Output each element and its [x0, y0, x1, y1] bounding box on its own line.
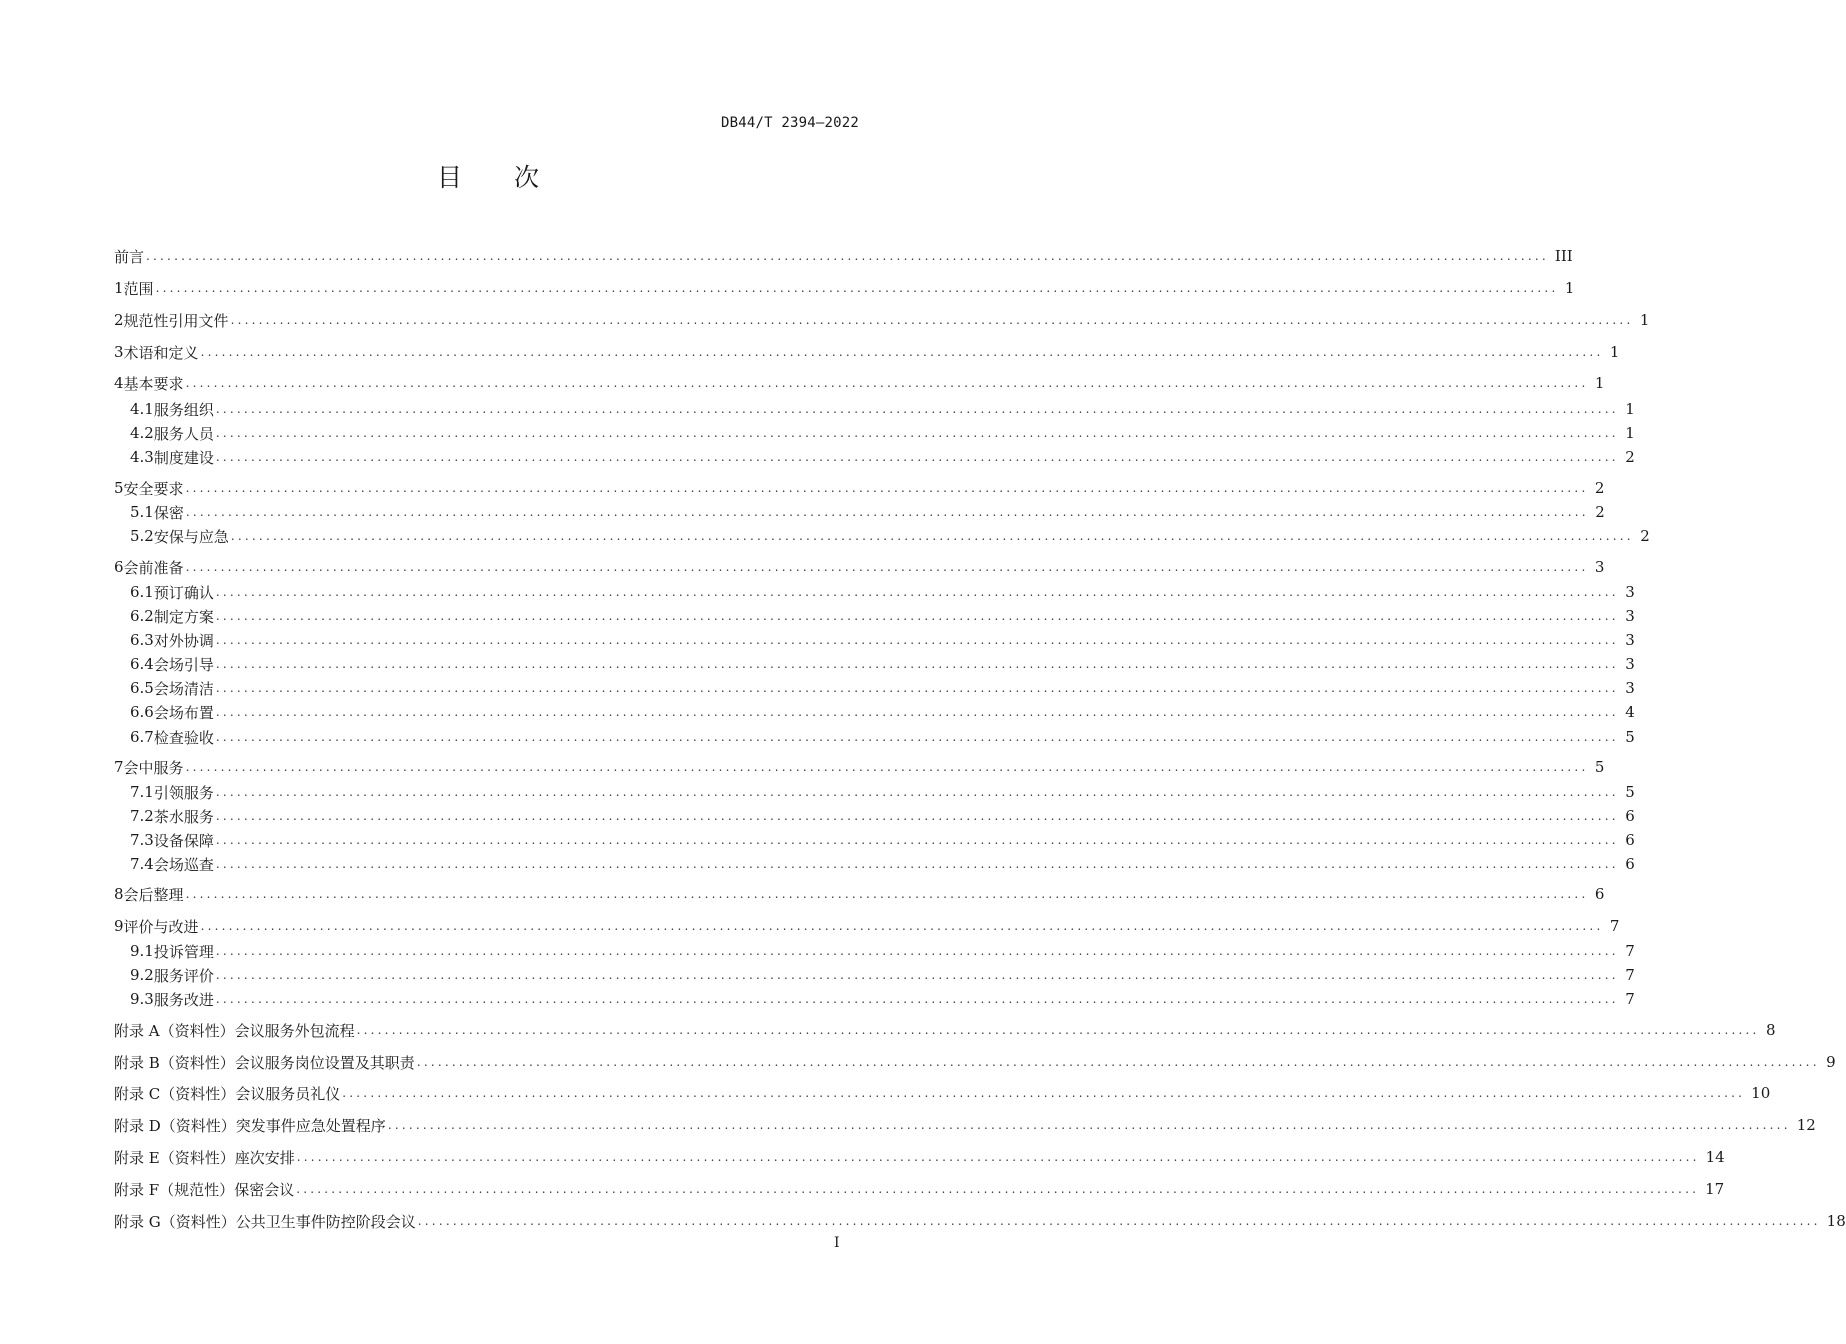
toc-entry-label: 服务人员 — [153, 424, 214, 443]
toc-entry-page: 10 — [1751, 1084, 1771, 1102]
toc-entry[interactable] — [130, 726, 1635, 748]
toc-entry[interactable] — [114, 372, 1605, 394]
dot-leader: ........................................................................................................................................................................................................ — [185, 887, 1589, 901]
toc-entry-page: 1 — [1594, 374, 1605, 392]
toc-entry[interactable] — [114, 1082, 1771, 1104]
toc-entry-label: 会议服务员礼仪 — [235, 1084, 341, 1103]
toc-entry-page: 1 — [1625, 424, 1635, 442]
toc-entry-label: 保密会议 — [234, 1180, 295, 1199]
toc-entry[interactable] — [130, 605, 1635, 627]
toc-annex-label: 附录 F（规范性） — [114, 1180, 235, 1199]
dot-leader: ........................................................................................................................................................................................................ — [296, 1150, 1700, 1164]
toc-entry-page: 8 — [1765, 1021, 1776, 1039]
toc-entry[interactable] — [130, 446, 1635, 468]
toc-entry-label: 引领服务 — [153, 783, 214, 802]
toc-entry-label: 会议服务岗位设置及其职责 — [234, 1053, 415, 1072]
dot-leader: ........................................................................................................................................................................................................ — [155, 281, 1559, 295]
toc-entry-number: 9.1 — [130, 942, 154, 960]
toc-entry-label: 投诉管理 — [153, 942, 214, 961]
toc-entry-page: 5 — [1625, 783, 1635, 801]
toc-entry[interactable] — [114, 1019, 1776, 1041]
toc-entry[interactable] — [130, 940, 1635, 962]
toc-entry-page: 17 — [1705, 1180, 1725, 1198]
toc-entry-number: 3 — [114, 343, 124, 361]
toc-entry[interactable] — [114, 1114, 1816, 1136]
toc-entry-page: 4 — [1625, 703, 1635, 721]
toc-entry-number: 5 — [114, 479, 124, 497]
toc-entry-label: 服务组织 — [153, 400, 214, 419]
toc-entry[interactable] — [130, 988, 1635, 1010]
toc-entry-label: 保密 — [153, 503, 184, 522]
toc-entry-label: 会议服务外包流程 — [234, 1021, 355, 1040]
dot-leader: ........................................................................................................................................................................................................ — [215, 681, 1619, 695]
toc-entry-label: 范围 — [123, 279, 154, 298]
toc-entry-page: 3 — [1625, 607, 1635, 625]
toc-entry-label: 会前准备 — [123, 558, 184, 577]
toc-entry-page: 3 — [1594, 558, 1605, 576]
toc-entry-number: 6.4 — [130, 655, 154, 673]
dot-leader: ........................................................................................................................................................................................................ — [215, 402, 1619, 416]
toc-entry-page: 7 — [1625, 966, 1635, 984]
toc-entry-number: 7.4 — [130, 855, 154, 873]
toc-annex-label: 附录 A（资料性） — [114, 1021, 235, 1040]
toc-entry-label: 会后整理 — [123, 885, 184, 904]
toc-entry[interactable] — [114, 1178, 1725, 1200]
dot-leader: ........................................................................................................................................................................................................ — [356, 1023, 1760, 1037]
toc-entry[interactable] — [130, 398, 1635, 420]
toc-entry-number: 4.2 — [130, 424, 154, 442]
toc-entry-page: 9 — [1826, 1053, 1836, 1071]
toc-entry-page: 3 — [1625, 679, 1635, 697]
toc-entry[interactable] — [114, 883, 1605, 905]
dot-leader: ........................................................................................................................................................................................................ — [215, 633, 1619, 647]
dot-leader: ........................................................................................................................................................................................................ — [185, 376, 1589, 390]
toc-entry-number: 9 — [114, 917, 124, 935]
toc-entry-page: 7 — [1609, 917, 1620, 935]
toc-entry-number: 6.2 — [130, 607, 154, 625]
toc-entry-number: 7.1 — [130, 783, 154, 801]
dot-leader: ........................................................................................................................................................................................................ — [185, 481, 1589, 495]
toc-entry-number: 6.1 — [130, 583, 154, 601]
toc-entry-page: III — [1554, 247, 1573, 265]
dot-leader: ........................................................................................................................................................................................................ — [215, 944, 1619, 958]
toc-entry-number: 5.2 — [130, 527, 154, 545]
dot-leader: ........................................................................................................................................................................................................ — [215, 426, 1619, 440]
toc-entry-label: 制定方案 — [153, 607, 214, 626]
toc-entry[interactable] — [130, 525, 1650, 547]
toc-entry-page: 3 — [1625, 583, 1635, 601]
toc-entry-page: 3 — [1625, 631, 1635, 649]
toc-entry[interactable] — [130, 653, 1635, 675]
toc-entry-number: 4.1 — [130, 400, 154, 418]
toc-entry[interactable] — [130, 805, 1635, 827]
toc-entry-page: 5 — [1594, 758, 1605, 776]
toc-entry[interactable] — [130, 629, 1635, 651]
toc-entry[interactable] — [130, 677, 1635, 699]
toc-entry-number: 6 — [114, 558, 124, 576]
toc-entry-number: 2 — [114, 311, 124, 329]
toc-entry[interactable] — [114, 309, 1650, 331]
toc-entry-label: 安全要求 — [123, 479, 184, 498]
toc-entry-number: 6.5 — [130, 679, 154, 697]
page-number: I — [834, 1235, 840, 1251]
toc-entry-number: 6.6 — [130, 703, 154, 721]
toc-entry[interactable] — [114, 1210, 1846, 1232]
dot-leader: ........................................................................................................................................................................................................ — [230, 313, 1634, 327]
toc-entry-page: 6 — [1594, 885, 1605, 903]
toc-entry[interactable] — [114, 245, 1573, 267]
toc-entry-number: 7.3 — [130, 831, 154, 849]
toc-annex-label: 附录 D（资料性） — [114, 1116, 236, 1135]
dot-leader: ........................................................................................................................................................................................................ — [215, 730, 1619, 744]
toc-entry-label: 评价与改进 — [123, 917, 199, 936]
dot-leader: ........................................................................................................................................................................................................ — [215, 657, 1619, 671]
toc-entry-number: 4.3 — [130, 448, 154, 466]
dot-leader: ........................................................................................................................................................................................................ — [215, 992, 1619, 1006]
toc-entry-label: 检查验收 — [153, 728, 214, 747]
toc-entry-label: 服务评价 — [153, 966, 214, 985]
toc-entry-page: 2 — [1640, 527, 1650, 545]
toc-entry-number: 5.1 — [130, 503, 154, 521]
toc-entry-page: 1 — [1609, 343, 1620, 361]
dot-leader: ........................................................................................................................................................................................................ — [200, 345, 1604, 359]
dot-leader: ........................................................................................................................................................................................................ — [417, 1214, 1821, 1228]
toc-entry-label: 会场巡查 — [153, 855, 214, 874]
toc-entry-page: 3 — [1625, 655, 1635, 673]
toc-entry[interactable] — [114, 1146, 1725, 1168]
toc-entry-label: 座次安排 — [234, 1148, 295, 1167]
page-title — [0, 158, 976, 194]
toc-entry-label: 设备保障 — [153, 831, 214, 850]
toc-entry[interactable] — [130, 964, 1635, 986]
dot-leader: ........................................................................................................................................................................................................ — [146, 249, 1549, 263]
toc-entry-label: 服务改进 — [153, 990, 214, 1009]
toc-entry-page: 12 — [1796, 1116, 1816, 1134]
dot-leader: ........................................................................................................................................................................................................ — [215, 857, 1619, 871]
toc-entry-label: 对外协调 — [153, 631, 214, 650]
toc-entry[interactable] — [130, 781, 1635, 803]
toc-entry[interactable] — [114, 341, 1620, 363]
dot-leader: ........................................................................................................................................................................................................ — [215, 809, 1619, 823]
toc-entry-page: 6 — [1625, 855, 1635, 873]
title-char-2: 次 — [514, 163, 540, 192]
toc-entry-label: 公共卫生事件防控阶段会议 — [235, 1212, 416, 1231]
toc-entry[interactable] — [130, 829, 1635, 851]
toc-entry[interactable] — [130, 501, 1605, 523]
toc-entry-page: 5 — [1625, 728, 1635, 746]
toc-entry-page: 6 — [1625, 807, 1635, 825]
toc-entry-page: 6 — [1625, 831, 1635, 849]
toc-annex-label: 附录 B（资料性） — [114, 1053, 235, 1072]
toc-entry-label: 会场清洁 — [153, 679, 214, 698]
toc-entry[interactable] — [114, 1051, 1836, 1073]
toc-entry-number: 9.2 — [130, 966, 154, 984]
toc-entry[interactable] — [114, 915, 1620, 937]
toc-entry[interactable] — [114, 277, 1575, 299]
toc-entry-number: 7.2 — [130, 807, 154, 825]
dot-leader: ........................................................................................................................................................................................................ — [215, 785, 1619, 799]
toc-entry-number: 1 — [114, 279, 124, 297]
toc-entry-label: 预订确认 — [153, 583, 214, 602]
dot-leader: ........................................................................................................................................................................................................ — [215, 833, 1619, 847]
toc-entry[interactable] — [130, 422, 1635, 444]
toc-entry[interactable] — [130, 701, 1635, 723]
toc-entry-label: 制度建设 — [153, 448, 214, 467]
toc-entry-number: 7 — [114, 758, 124, 776]
toc-entry-page: 1 — [1639, 311, 1650, 329]
toc-entry[interactable] — [114, 477, 1605, 499]
toc-entry-page: 1 — [1625, 400, 1635, 418]
dot-leader: ........................................................................................................................................................................................................ — [416, 1055, 1820, 1069]
toc-entry-page: 2 — [1594, 479, 1605, 497]
toc-entry-number: 4 — [114, 374, 124, 392]
dot-leader: ........................................................................................................................................................................................................ — [215, 705, 1619, 719]
toc-entry-label: 会场引导 — [153, 655, 214, 674]
dot-leader: ........................................................................................................................................................................................................ — [296, 1182, 1700, 1196]
dot-leader: ........................................................................................................................................................................................................ — [387, 1118, 1791, 1132]
toc-entry-page: 7 — [1625, 942, 1635, 960]
toc-entry[interactable] — [114, 756, 1605, 778]
toc-entry-label: 前言 — [114, 247, 145, 266]
toc-entry-page: 2 — [1625, 448, 1635, 466]
toc-entry[interactable] — [114, 556, 1605, 578]
dot-leader: ........................................................................................................................................................................................................ — [215, 585, 1619, 599]
title-char-1: 目 — [436, 163, 462, 192]
toc-entry-label: 规范性引用文件 — [123, 311, 229, 330]
toc-entry-page: 1 — [1564, 279, 1575, 297]
dot-leader: ........................................................................................................................................................................................................ — [342, 1086, 1746, 1100]
dot-leader: ........................................................................................................................................................................................................ — [185, 505, 1589, 519]
toc-entry-page: 18 — [1826, 1212, 1846, 1230]
toc-annex-label: 附录 E（资料性） — [114, 1148, 235, 1167]
toc-entry[interactable] — [130, 581, 1635, 603]
dot-leader: ........................................................................................................................................................................................................ — [185, 560, 1589, 574]
toc-entry-page: 14 — [1705, 1148, 1725, 1166]
toc-entry-number: 6.7 — [130, 728, 154, 746]
toc-entry-number: 9.3 — [130, 990, 154, 1008]
toc-entry-page: 2 — [1595, 503, 1605, 521]
dot-leader: ........................................................................................................................................................................................................ — [215, 450, 1619, 464]
toc-entry[interactable] — [130, 853, 1635, 875]
toc-entry-label: 茶水服务 — [153, 807, 214, 826]
toc-entry-label: 术语和定义 — [123, 343, 199, 362]
dot-leader: ........................................................................................................................................................................................................ — [230, 529, 1634, 543]
dot-leader: ........................................................................................................................................................................................................ — [185, 760, 1589, 774]
dot-leader: ........................................................................................................................................................................................................ — [215, 609, 1619, 623]
dot-leader: ........................................................................................................................................................................................................ — [215, 968, 1619, 982]
toc-annex-label: 附录 C（资料性） — [114, 1084, 236, 1103]
toc-annex-label: 附录 G（资料性） — [114, 1212, 236, 1231]
dot-leader: ........................................................................................................................................................................................................ — [200, 919, 1604, 933]
toc-entry-label: 会场布置 — [153, 703, 214, 722]
document-code: DB44/T 2394—2022 — [720, 115, 859, 131]
toc-entry-page: 7 — [1625, 990, 1635, 1008]
toc-entry-label: 突发事件应急处置程序 — [235, 1116, 386, 1135]
toc-entry-number: 6.3 — [130, 631, 154, 649]
toc-entry-label: 安保与应急 — [153, 527, 229, 546]
toc-entry-label: 会中服务 — [123, 758, 184, 777]
toc-entry-label: 基本要求 — [123, 374, 184, 393]
toc-entry-number: 8 — [114, 885, 124, 903]
